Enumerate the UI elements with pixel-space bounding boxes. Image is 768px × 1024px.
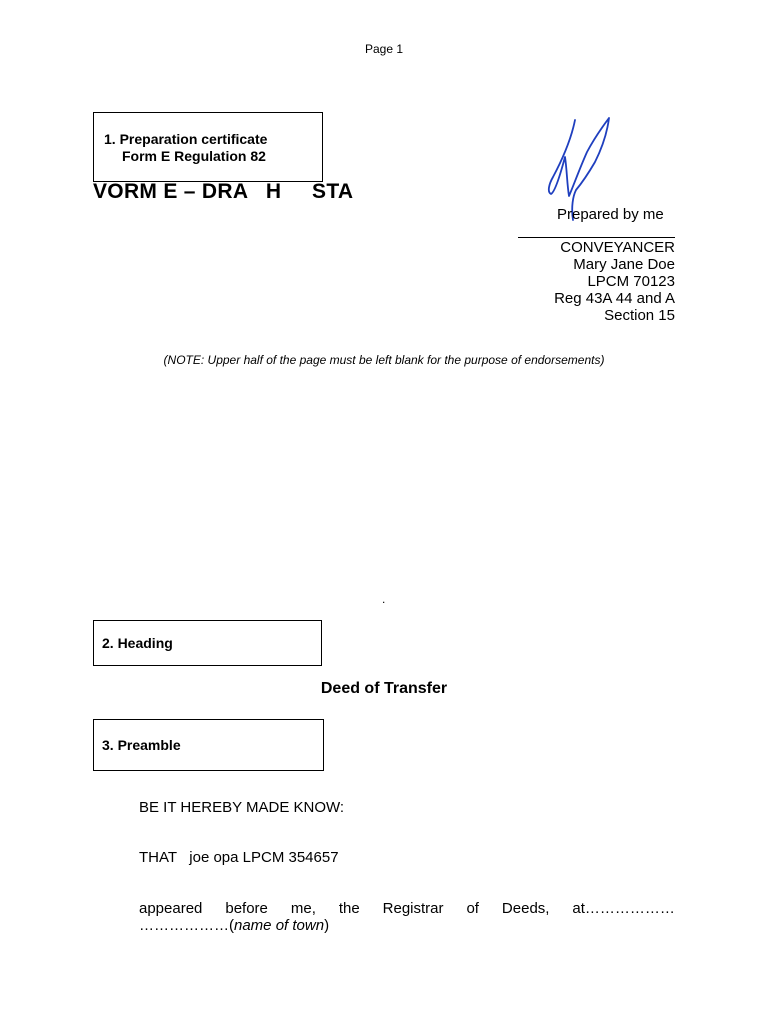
conveyancer-section: Section 15 — [604, 307, 675, 324]
conveyancer-role: CONVEYANCER — [560, 239, 675, 256]
word: Deeds, — [501, 900, 550, 917]
appeared-paragraph — [139, 900, 675, 934]
conveyancer-name: Mary Jane Doe — [573, 256, 675, 273]
page-number: Page 1 — [364, 42, 404, 56]
form-title: VORM E – DRA H STA — [93, 180, 354, 203]
endorsement-note: (NOTE: Upper half of the page must be left blank for the purpose of endorsements) — [163, 353, 605, 367]
word: Registrar — [382, 900, 444, 917]
signature-line — [518, 237, 675, 238]
deed-title: Deed of Transfer — [320, 680, 448, 697]
prepared-by-label: Prepared by me — [557, 206, 664, 223]
heading-box — [93, 620, 322, 666]
conveyancer-regulation: Reg 43A 44 and A — [554, 290, 675, 307]
word: at……………… — [572, 900, 675, 917]
preparation-certificate-regulation: Form E Regulation 82 — [122, 148, 266, 164]
town-placeholder: name of town — [234, 917, 325, 934]
preamble-label: 3. Preamble — [102, 737, 181, 753]
preamble-box — [93, 719, 324, 771]
word: me, — [290, 900, 316, 917]
that-clause: THAT joe opa LPCM 354657 — [139, 849, 339, 866]
town-close: ) — [324, 917, 330, 934]
separator-dot: . — [382, 592, 386, 606]
heading-label: 2. Heading — [102, 635, 173, 651]
word: before — [225, 900, 268, 917]
town-line — [139, 917, 675, 934]
be-it-known-text: BE IT HEREBY MADE KNOW: — [139, 799, 345, 816]
preparation-certificate-box — [93, 112, 323, 182]
conveyancer-lpcm: LPCM 70123 — [587, 273, 675, 290]
word: the — [338, 900, 360, 917]
appeared-line — [139, 900, 675, 917]
town-dots: ………………( — [139, 917, 234, 934]
preparation-certificate-title: 1. Preparation certificate — [104, 131, 268, 147]
word: of — [466, 900, 479, 917]
word: appeared — [139, 900, 203, 917]
conveyancer-block — [554, 239, 675, 324]
